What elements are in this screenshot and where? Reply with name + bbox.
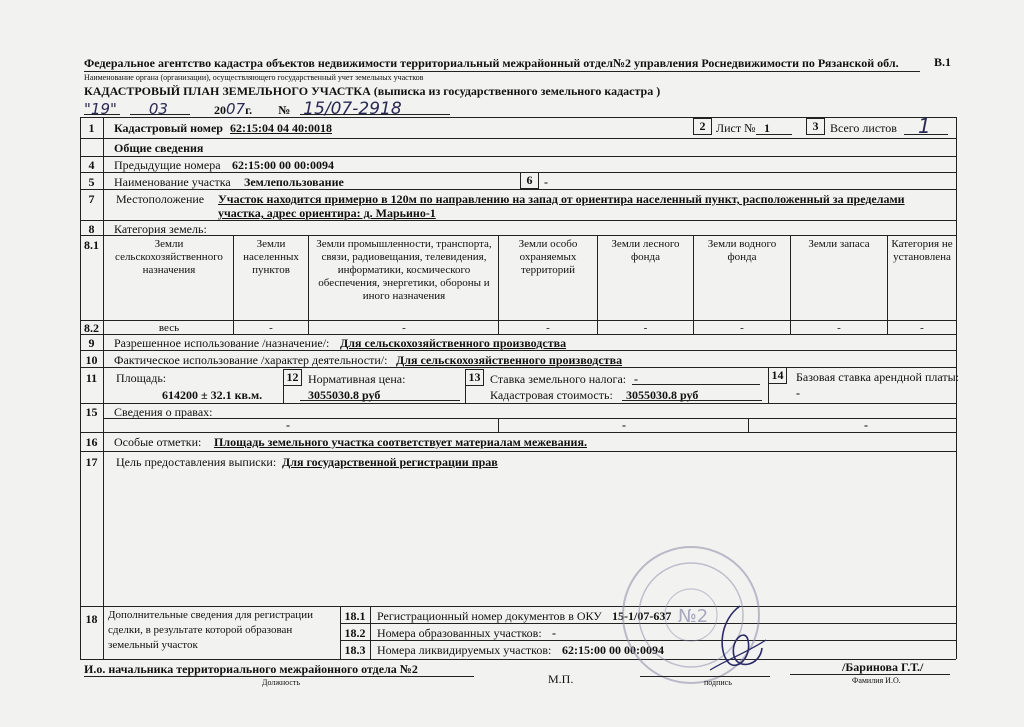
- field-6-box: 6: [520, 172, 539, 189]
- total-sheets-underline: [904, 134, 948, 135]
- row-num-4: 4: [88, 158, 95, 172]
- position-caption: Должность: [262, 678, 301, 687]
- normative-price-value: 3055030.8 руб: [308, 388, 381, 402]
- field-13-box: 13: [465, 369, 484, 386]
- purpose-value: Для государственной регистрации прав: [282, 455, 498, 469]
- area-value: 614200 ± 32.1 кв.м.: [162, 388, 263, 402]
- previous-numbers-value: 62:15:00 00 00:0094: [232, 158, 334, 172]
- category-value-unset: -: [920, 322, 924, 334]
- total-sheets-label: Всего листов: [830, 121, 897, 135]
- permitted-use-label: Разрешенное использование /назначение/:: [114, 336, 330, 350]
- name-underline: [790, 674, 950, 675]
- previous-numbers-label: Предыдущие номера: [114, 158, 221, 172]
- row-line-general: [80, 156, 956, 157]
- actual-use-label: Фактическое использование /характер деятельности/:: [114, 353, 388, 367]
- date-year-suffix: 07: [225, 100, 246, 118]
- special-marks-label: Особые отметки:: [114, 435, 202, 449]
- rights-value-2: -: [622, 418, 626, 432]
- date-day: "19": [84, 100, 117, 118]
- number-underline: [300, 114, 450, 115]
- registration-info-label-l1: Дополнительные сведения для регистрации: [108, 609, 313, 621]
- signatory-name: /Баринова Г.Т./: [842, 660, 924, 674]
- position-underline: [84, 676, 474, 677]
- normative-price-label: Нормативная цена:: [308, 372, 406, 386]
- rights-label: Сведения о правах:: [114, 405, 213, 419]
- date-month-underline: [130, 114, 190, 115]
- field-12-box: 12: [283, 369, 302, 386]
- signature-caption: подпись: [704, 678, 732, 687]
- row-line-15: [80, 432, 956, 433]
- seal-place-label: М.П.: [548, 672, 574, 686]
- sheet-number-box: 2: [693, 118, 712, 135]
- row-num-5: 5: [88, 175, 95, 189]
- general-info-heading: Общие сведения: [114, 141, 204, 155]
- document-title: КАДАСТРОВЫЙ ПЛАН ЗЕМЕЛЬНОГО УЧАСТКА (выписка из государственного земельного кадастра ): [84, 84, 661, 98]
- row-num-17: 17: [85, 455, 98, 469]
- land-tax-value: -: [634, 372, 638, 386]
- category-protected: Земли особо охраняемых территорий: [518, 238, 578, 276]
- category-agricultural: Земли сельскохозяйственного назначения: [115, 238, 223, 276]
- row-line-16: [80, 451, 956, 452]
- date-year-prefix: 20: [213, 103, 226, 117]
- signature: [700, 600, 770, 680]
- rights-value-1: -: [286, 418, 290, 432]
- cat-divider-7: [887, 235, 888, 334]
- permitted-use-value: Для сельскохозяйственного производства: [340, 336, 567, 350]
- agency-name: Федеральное агентство кадастра объектов недвижимости территориальный межрайонный отдел№2 управления Роснедвижимости по Рязанской обл.: [84, 56, 899, 70]
- cadastral-number-value: 62:15:04 04 40:0018: [230, 121, 332, 135]
- category-unset: Категория не установлена: [891, 238, 953, 263]
- category-settlements: Земли населенных пунктов: [243, 238, 299, 276]
- row-num-10: 10: [85, 353, 98, 367]
- formed-parcels-value: -: [552, 626, 556, 640]
- agency-caption: Наименование органа (организации), осуществляющего государственный учет земельных участков: [84, 73, 424, 82]
- row-line-81: [80, 320, 956, 321]
- number-column-divider: [103, 117, 104, 659]
- date-day-underline: [84, 114, 120, 115]
- row-num-16: 16: [85, 435, 98, 449]
- field-14-box: 14: [768, 367, 787, 384]
- row-num-8: 8: [88, 222, 95, 236]
- date-line: [84, 99, 402, 119]
- cat-divider-5: [693, 235, 694, 334]
- row-line-17: [80, 606, 956, 607]
- normative-price-underline: [300, 400, 460, 401]
- registration-number-label: Регистрационный номер документов в ОКУ: [377, 609, 602, 623]
- cadastral-value-label: Кадастровая стоимость:: [490, 388, 613, 402]
- liquidated-parcels-label: Номера ликвидируемых участков:: [377, 643, 552, 657]
- row-line-8: [80, 235, 956, 236]
- rights-divider-1: [498, 418, 499, 432]
- date-month: 03: [148, 100, 168, 118]
- purpose-label: Цель предоставления выписки:: [116, 455, 277, 469]
- number-sign: №: [278, 103, 291, 117]
- row-num-181: 18.1: [344, 609, 366, 623]
- total-sheets-value: 1: [918, 114, 931, 138]
- land-tax-underline: [632, 384, 760, 385]
- table-bottom-border: [80, 659, 956, 660]
- row-num-82: 8.2: [84, 321, 99, 335]
- sheet-number-value: 1: [764, 121, 770, 135]
- table-right-border: [956, 117, 957, 659]
- signature-underline: [640, 676, 770, 677]
- form-code: В.1: [934, 55, 952, 69]
- special-marks-value: Площадь земельного участка соответствует материалам межевания.: [214, 435, 587, 449]
- rent-rate-value: -: [796, 386, 800, 400]
- cadastral-value-value: 3055030.8 руб: [626, 388, 699, 402]
- sheet-number-label: Лист №: [716, 121, 756, 135]
- field-13-left-line: [465, 384, 466, 403]
- category-forest: Земли лесного фонда: [611, 238, 680, 263]
- cadastral-value-underline: [622, 400, 762, 401]
- category-water: Земли водного фонда: [707, 238, 777, 263]
- agency-underline: [84, 71, 920, 72]
- category-value-settlements: -: [269, 322, 273, 334]
- field-14-left-line: [768, 382, 769, 403]
- formed-parcels-label: Номера образованных участков:: [377, 626, 542, 640]
- location-value-line2: участка, адрес ориентира: д. Марьино-1: [218, 206, 436, 220]
- row-num-81: 8.1: [84, 238, 99, 252]
- category-value-reserve: -: [837, 322, 841, 334]
- category-value-protected: -: [546, 322, 550, 334]
- actual-use-value: Для сельскохозяйственного производства: [396, 353, 623, 367]
- date-year-letter: г.: [245, 103, 253, 117]
- cat-divider-6: [790, 235, 791, 334]
- category-industry: Земли промышленности, транспорта, связи, радиовещания, телевидения, информатики, космического обеспечения, энергетики, обороны и иного назначения: [316, 238, 492, 302]
- row-num-183: 18.3: [344, 643, 366, 657]
- signatory-position: И.о. начальника территориального межрайонного отдела №2: [84, 662, 418, 676]
- registration-info-label-l2: сделки, в результате которой образован: [108, 624, 293, 636]
- rent-rate-label: Базовая ставка арендной платы:: [796, 370, 960, 384]
- row-num-1: 1: [88, 121, 95, 135]
- seal-number: №2: [678, 606, 709, 627]
- field-12-left-line: [283, 384, 284, 403]
- row-num-7: 7: [88, 192, 95, 206]
- row-num-18: 18: [85, 612, 98, 626]
- row-line-7: [80, 220, 956, 221]
- category-value-agricultural: весь: [158, 322, 180, 334]
- parcel-name-value: Землепользование: [244, 175, 344, 189]
- land-tax-label: Ставка земельного налога:: [490, 372, 627, 386]
- cat-divider-2: [308, 235, 309, 334]
- total-sheets-box: 3: [806, 118, 825, 135]
- document-number: 15/07-2918: [303, 99, 402, 119]
- parcel-name-label: Наименование участка: [114, 175, 231, 189]
- cat-divider-4: [597, 235, 598, 334]
- registration-number-value: 15-1/07-637: [612, 609, 672, 623]
- row-line-11: [80, 403, 956, 404]
- rights-inner-line: [103, 418, 956, 419]
- row-num-15: 15: [85, 405, 98, 419]
- row-num-182: 18.2: [344, 626, 366, 640]
- row-line-1: [80, 138, 956, 139]
- sheet-number-underline: [756, 134, 792, 135]
- land-category-label: Категория земель:: [114, 222, 207, 236]
- liquidated-parcels-value: 62:15:00 00 00:0094: [562, 643, 664, 657]
- rights-divider-2: [748, 418, 749, 432]
- row-num-9: 9: [88, 336, 95, 350]
- category-reserve: Земли запаса: [808, 238, 870, 250]
- row18-divider-b: [370, 606, 371, 659]
- location-value-line1: Участок находится примерно в 120м по направлению на запад от ориентира населенный пункт, расположенный за пределами: [218, 192, 905, 206]
- cat-divider-1: [233, 235, 234, 334]
- registration-info-label-l3: земельный участок: [108, 639, 198, 651]
- category-value-forest: -: [643, 322, 648, 334]
- category-value-industry: -: [402, 322, 406, 334]
- location-label: Местоположение: [116, 192, 205, 206]
- category-value-water: -: [740, 322, 744, 334]
- field-6-value: -: [544, 175, 548, 189]
- cat-divider-3: [498, 235, 499, 334]
- name-caption: Фамилия И.О.: [852, 676, 901, 685]
- rights-value-3: -: [864, 418, 868, 432]
- area-label: Площадь:: [116, 371, 167, 385]
- row-num-11: 11: [85, 371, 98, 385]
- cadastral-number-label: Кадастровый номер: [114, 121, 223, 135]
